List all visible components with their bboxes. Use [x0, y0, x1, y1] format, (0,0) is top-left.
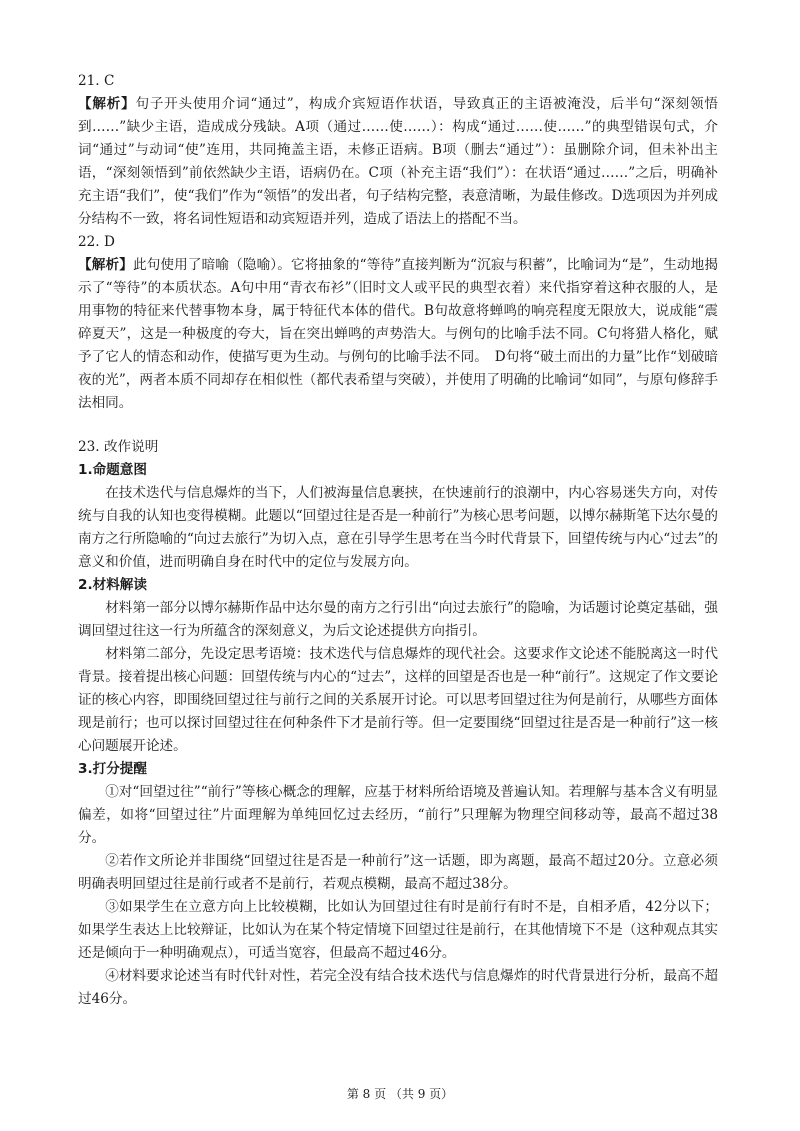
answer-document — [78, 70, 718, 1011]
page-footer: 第 8 页 （共 9 页） — [346, 1087, 454, 1101]
scoring-rule-2: ②若作文所论并非围绕“回望过往是否是一种前行”这一话题，即为离题，最高不超过20分。立意必须明确表明回望过往是前行或者不是前行，若观点模糊，最高不超过38分。 — [78, 853, 718, 892]
q21-number: 21. C — [78, 73, 115, 89]
section-intent-text: 在技术迭代与信息爆炸的当下，人们被海量信息裹挟，在快速前行的浪潮中，内心容易迷失方向，对传统与自我的认知也变得模糊。此题以“回望过往是否是一种前行”为核心思考问题，以博尔赫斯笔下达尔曼的南方之行所隐喻的“向过去旅行”为切入点，意在引导学生思考在当今时代背景下，回望传统与内心“过去”的意义和价值，进而明确自身在时代中的定位与发展方向。 — [78, 485, 718, 570]
q22-number: 22. D — [78, 234, 115, 250]
scoring-rule-1: ①对“回望过往”“前行”等核心概念的理解，应基于材料所给语境及普遍认知。若理解与基本含义有明显偏差，如将“回望过往”片面理解为单纯回忆过去经历，“前行”只理解为物理空间移动等，最高不超过38分。 — [78, 784, 718, 846]
scoring-rule-4: ④材料要求论述当有时代针对性，若完全没有结合技术迭代与信息爆炸的时代背景进行分析，最高不超过46分。 — [78, 968, 718, 1007]
material-paragraph-2: 材料第二部分，先设定思考语境：技术迭代与信息爆炸的现代社会。这要求作文论述不能脱离这一时代背景。接着提出核心问题：回望传统与内心的“过去”，这样的回望是否也是一种“前行”。这规定了作文要论证的核心内容，即围绕回望过往与前行之间的关系展开讨论。可以思考回望过往为何是前行，从哪些方面体现是前行；也可以探讨回望过往在何种条件下才是前行等。但一定要围绕“回望过往是否是一种前行”这一核心问题展开论述。 — [78, 646, 718, 754]
analysis-tag: 【解析】 — [78, 257, 133, 273]
section-heading-intent: 1.命题意图 — [78, 462, 147, 478]
q21-analysis-text: 句子开头使用介词“通过”，构成介宾短语作状语，导致真正的主语被淹没，后半句“深刻领悟到……”缺少主语，造成成分残缺。A项（通过……使……）：构成“通过……使……”的典型错误句式，介词“通过”与动词“使”连用，共同掩盖主语，未修正语病。B项（删去“通过”）：虽删除介词，但未补出主语，“深刻领悟到”前依然缺少主语，语病仍在。C项（补充主语“我们”）：在状语“通过……”之后，明确补充主语“我们”，使“我们”作为“领悟”的发出者，句子结构完整，表意清晰，为最佳修改。D选项因为并列成分结构不一致，将名词性短语和动宾短语并列，造成了语法上的搭配不当。 — [78, 96, 718, 227]
q22-analysis — [78, 254, 718, 415]
q21-analysis — [78, 93, 718, 231]
scoring-rule-3: ③如果学生在立意方向上比较模糊，比如认为回望过往有时是前行有时不是，自相矛盾，42分以下；如果学生表达上比较辩证，比如认为在某个特定情境下回望过往是前行，在其他情境下不是（这种观点其实还是倾向于一种明确观点），可适当宽容，但最高不超过46分。 — [78, 899, 718, 961]
q22-analysis-text: 此句使用了暗喻（隐喻）。它将抽象的“等待”直接判断为“沉寂与积蓄”，比喻词为“是”，生动地揭示了“等待”的本质状态。A句中用“青衣布衫”（旧时文人或平民的典型衣着）来代指穿着这种衣服的人，是用事物的特征来代替事物本身，属于特征代本体的借代。B句故意将蝉鸣的响亮程度无限放大，说成能“震碎夏天”，这是一种极度的夸大，旨在突出蝉鸣的声势浩大。与例句的比喻手法不同。C句将猎人格化，赋予了它人的情态和动作，使描写更为生动。与例句的比喻手法不同。 D句将“破土而出的力量”比作“划破暗夜的光”，两者本质不同却存在相似性（都代表希望与突破），并使用了明确的比喻词“如同”，与原句修辞手法相同。 — [78, 257, 718, 411]
q23-title: 23. 改作说明 — [78, 439, 159, 455]
material-paragraph-1: 材料第一部分以博尔赫斯作品中达尔曼的南方之行引出“向过去旅行”的隐喻，为话题讨论奠定基础，强调回望过往这一行为所蕴含的深刻意义，为后文论述提供方向指引。 — [78, 600, 718, 639]
analysis-tag: 【解析】 — [78, 96, 136, 112]
section-heading-scoring: 3.打分提醒 — [78, 761, 147, 777]
section-heading-material: 2.材料解读 — [78, 577, 147, 593]
